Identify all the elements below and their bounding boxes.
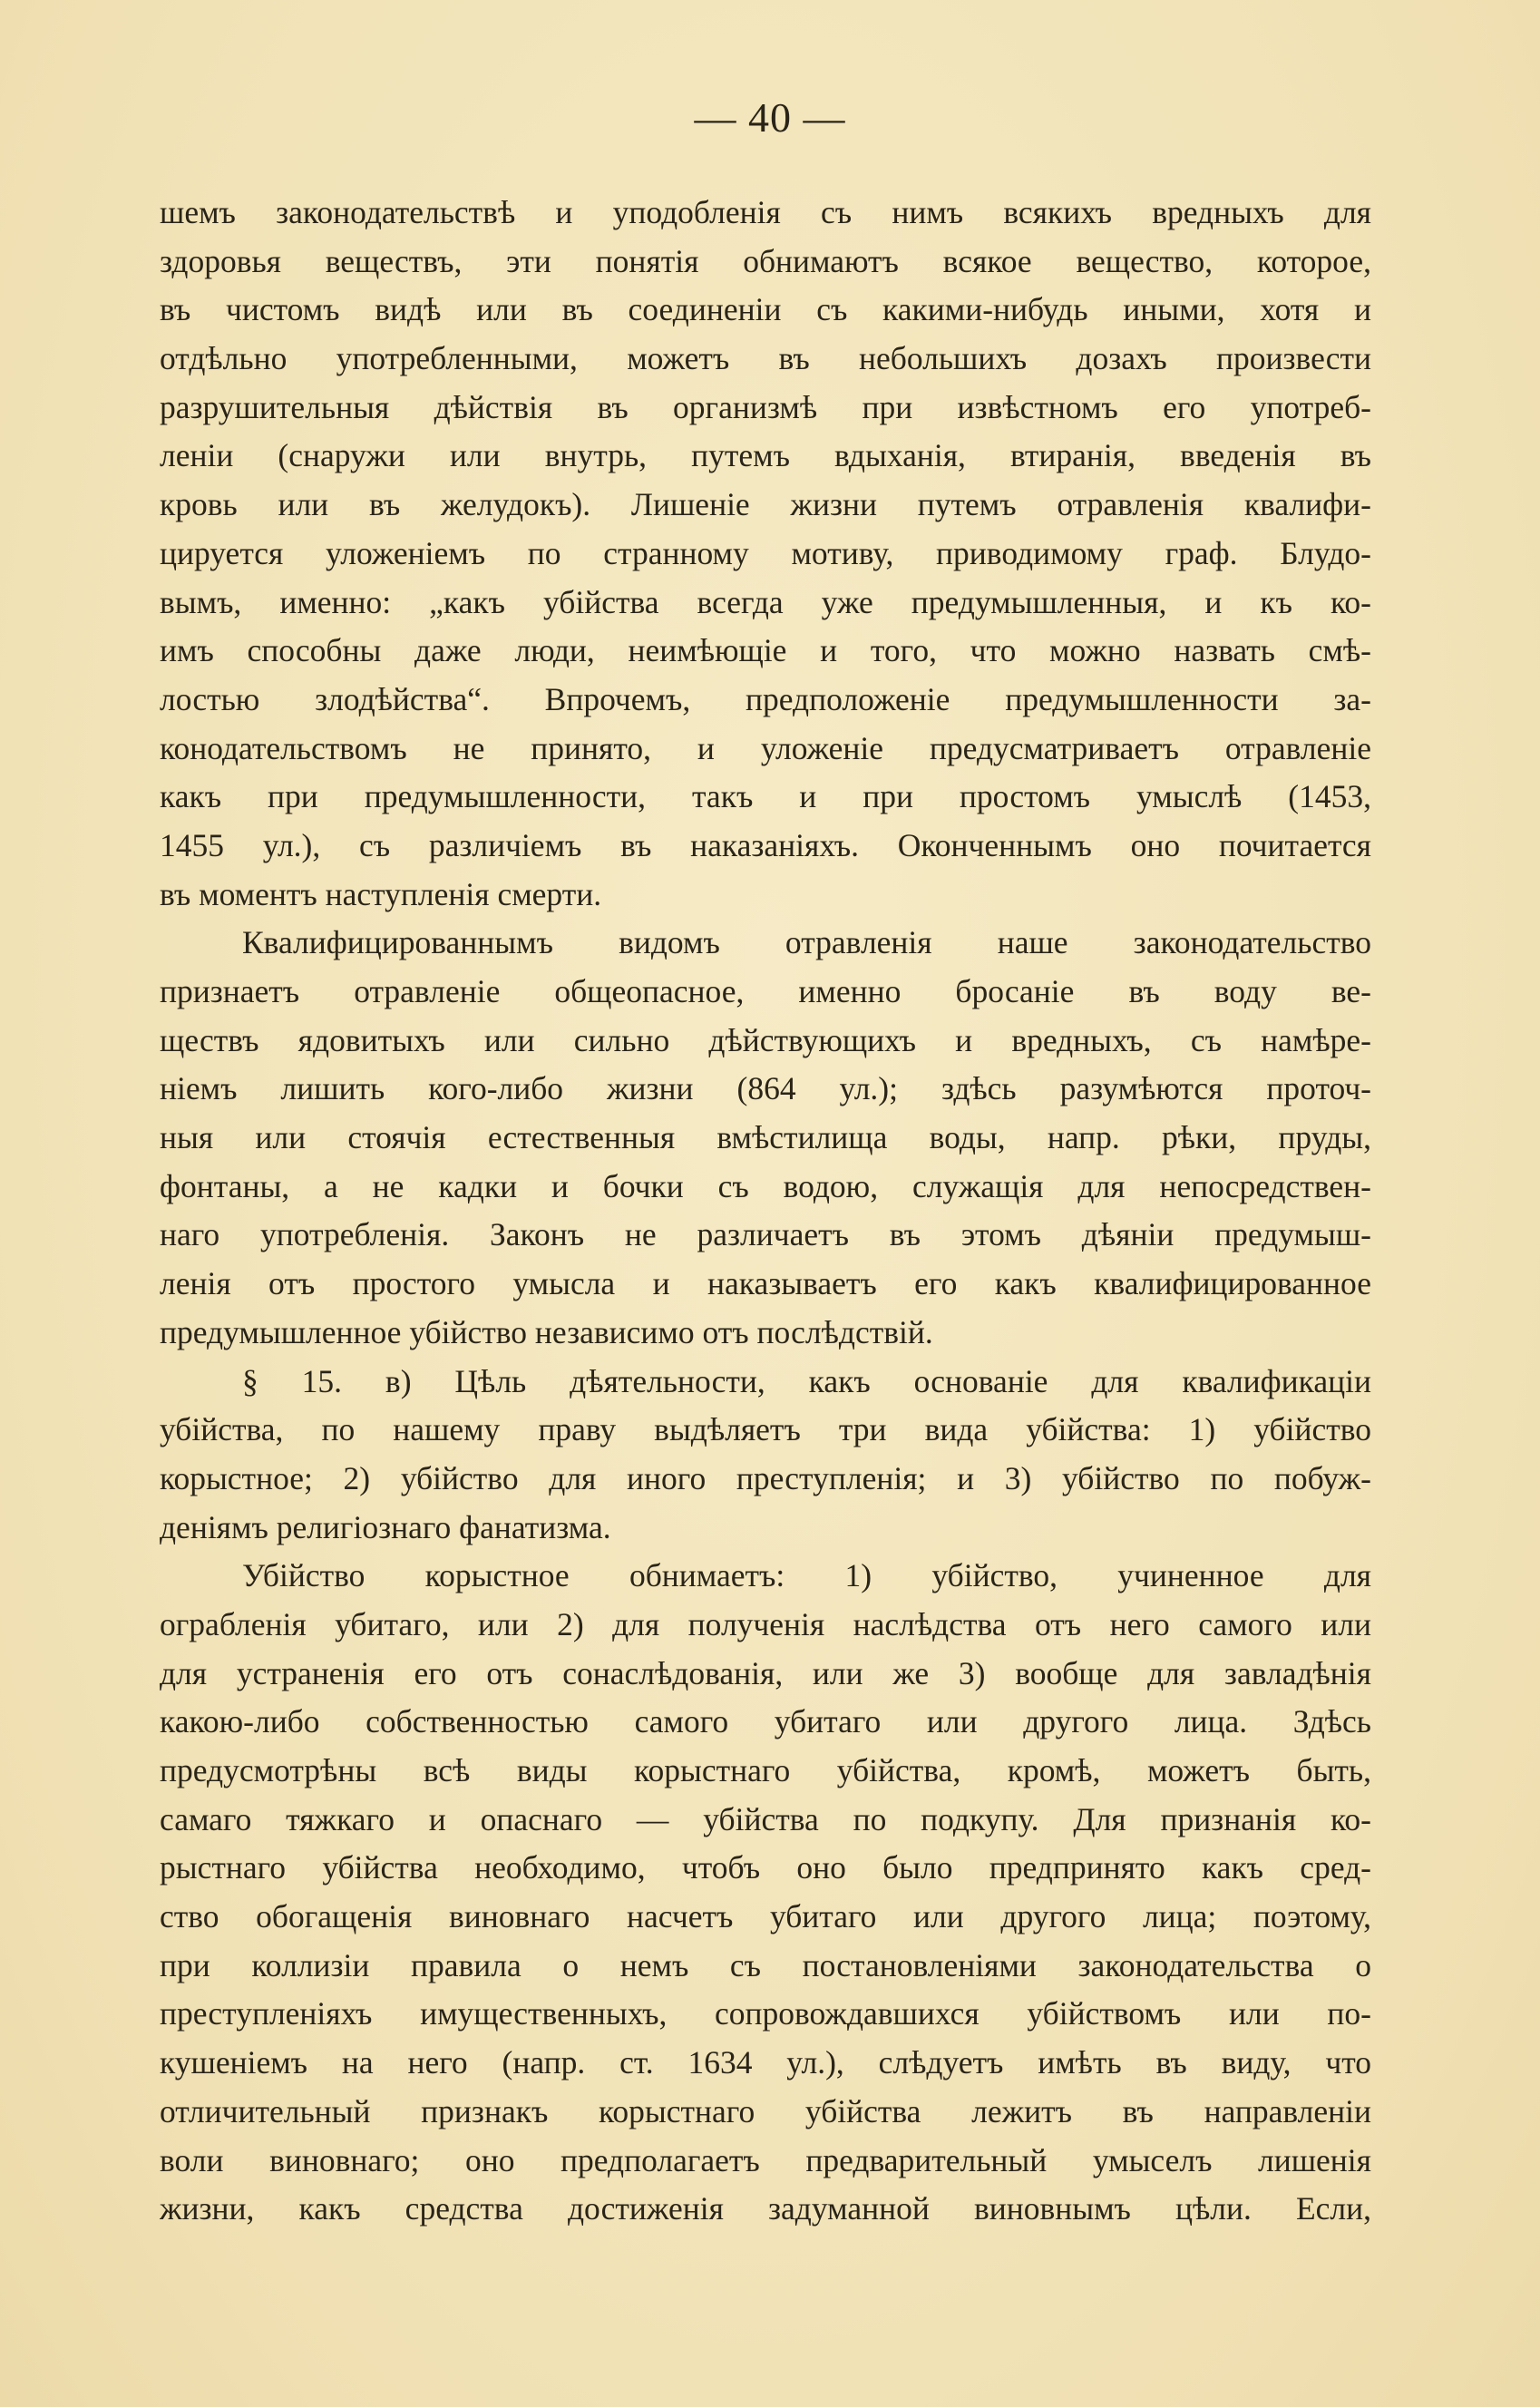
text-line: лостью злодѣйства“. Впрочемъ, предположеніе предумышленности за- xyxy=(160,680,1371,717)
text-line: преступленіяхъ имущественныхъ, сопровождавшихся убійствомъ или по- xyxy=(160,1995,1371,2032)
body-text xyxy=(160,189,1371,2234)
text-line: кушеніемъ на него (напр. ст. 1634 ул.), слѣдуетъ имѣть въ виду, что xyxy=(160,2044,1371,2081)
text-line: Квалифицированнымъ видомъ отравленія наше законодательство xyxy=(242,924,1371,961)
text-line: § 15. в) Цѣль дѣятельности, какъ основаніе для квалификаціи xyxy=(242,1362,1371,1399)
text-line: рыстнаго убійства необходимо, чтобъ оно было предпринято какъ сред- xyxy=(160,1849,1371,1886)
text-line: для устраненія его отъ сонаслѣдованія, или же 3) вообще для завладѣнія xyxy=(160,1654,1371,1691)
text-line: при коллизіи правила о немъ съ постановленіями законодательства о xyxy=(160,1946,1371,1983)
text-line: корыстное; 2) убійство для иного преступленія; и 3) убійство по побуж- xyxy=(160,1459,1371,1496)
text-line: предусмотрѣны всѣ виды корыстнаго убійства, кромѣ, можетъ быть, xyxy=(160,1752,1371,1788)
text-line: въ моментъ наступленія смерти. xyxy=(160,875,602,912)
text-line: 1455 ул.), съ различіемъ въ наказаніяхъ. Оконченнымъ оно почитается xyxy=(160,826,1371,863)
text-line: леніи (снаружи или внутрь, путемъ вдыханія, втиранія, введенія въ xyxy=(160,437,1371,474)
text-line: вымъ, именно: „какъ убійства всегда уже предумышленныя, и къ ко- xyxy=(160,583,1371,620)
text-line: ограбленія убитаго, или 2) для полученія наслѣдства отъ него самого или xyxy=(160,1605,1371,1642)
text-line: воли виновнаго; оно предполагаетъ предварительный умыселъ лишенія xyxy=(160,2141,1371,2178)
text-line: фонтаны, а не кадки и бочки съ водою, служащія для непосредствен- xyxy=(160,1167,1371,1204)
text-line: ленія отъ простого умысла и наказываетъ его какъ квалифицированное xyxy=(160,1265,1371,1302)
text-line: имъ способны даже люди, неимѣющіе и того, что можно назвать смѣ- xyxy=(160,632,1371,669)
text-line: убійства, по нашему праву выдѣляетъ три вида убійства: 1) убійство xyxy=(160,1411,1371,1448)
page-number: — 40 — xyxy=(694,94,846,141)
text-line: шемъ законодательствѣ и уподобленія съ нимъ всякихъ вредныхъ для xyxy=(160,194,1371,230)
text-line: Убійство корыстное обнимаетъ: 1) убійство, учиненное для xyxy=(242,1557,1371,1594)
text-line: ныя или стоячія естественныя вмѣстилища воды, напр. рѣки, пруды, xyxy=(160,1119,1371,1156)
text-line: въ чистомъ видѣ или въ соединеніи съ какими-нибудь иными, хотя и xyxy=(160,291,1371,328)
text-line: деніямъ религіознаго фанатизма. xyxy=(160,1508,611,1545)
text-line: конодательствомъ не принято, и уложеніе предусматриваетъ отравленіе xyxy=(160,729,1371,766)
text-line: кровь или въ желудокъ). Лишеніе жизни путемъ отравленія квалифи- xyxy=(160,486,1371,523)
text-line: какою-либо собственностью самого убитаго или другого лица. Здѣсь xyxy=(160,1703,1371,1740)
text-line: отличительный признакъ корыстнаго убійства лежитъ въ направленіи xyxy=(160,2092,1371,2129)
text-line: цируется уложеніемъ по странному мотиву, приводимому граф. Блудо- xyxy=(160,534,1371,571)
text-line: здоровья веществъ, эти понятія обнимаютъ всякое вещество, которое, xyxy=(160,242,1371,279)
text-line: ніемъ лишить кого-либо жизни (864 ул.); здѣсь разумѣются проточ- xyxy=(160,1070,1371,1107)
text-line: наго употребленія. Законъ не различаетъ въ этомъ дѣяніи предумыш- xyxy=(160,1216,1371,1253)
text-line: разрушительныя дѣйствія въ организмѣ при извѣстномъ его употреб- xyxy=(160,388,1371,425)
text-line: признаетъ отравленіе общеопасное, именно бросаніе въ воду ве- xyxy=(160,973,1371,1009)
text-line: отдѣльно употребленными, можетъ въ небольшихъ дозахъ произвести xyxy=(160,340,1371,377)
text-line: ществъ ядовитыхъ или сильно дѣйствующихъ и вредныхъ, съ намѣре- xyxy=(160,1021,1371,1058)
text-line: жизни, какъ средства достиженія задуманной виновнымъ цѣли. Если, xyxy=(160,2190,1371,2227)
text-line: какъ при предумышленности, такъ и при простомъ умыслѣ (1453, xyxy=(160,778,1371,815)
text-line: самаго тяжкаго и опаснаго — убійства по подкупу. Для признанія ко- xyxy=(160,1800,1371,1837)
text-line: предумышленное убійство независимо отъ послѣдствій. xyxy=(160,1313,933,1350)
text-line: ство обогащенія виновнаго насчетъ убитаго или другого лица; поэтому, xyxy=(160,1898,1371,1935)
